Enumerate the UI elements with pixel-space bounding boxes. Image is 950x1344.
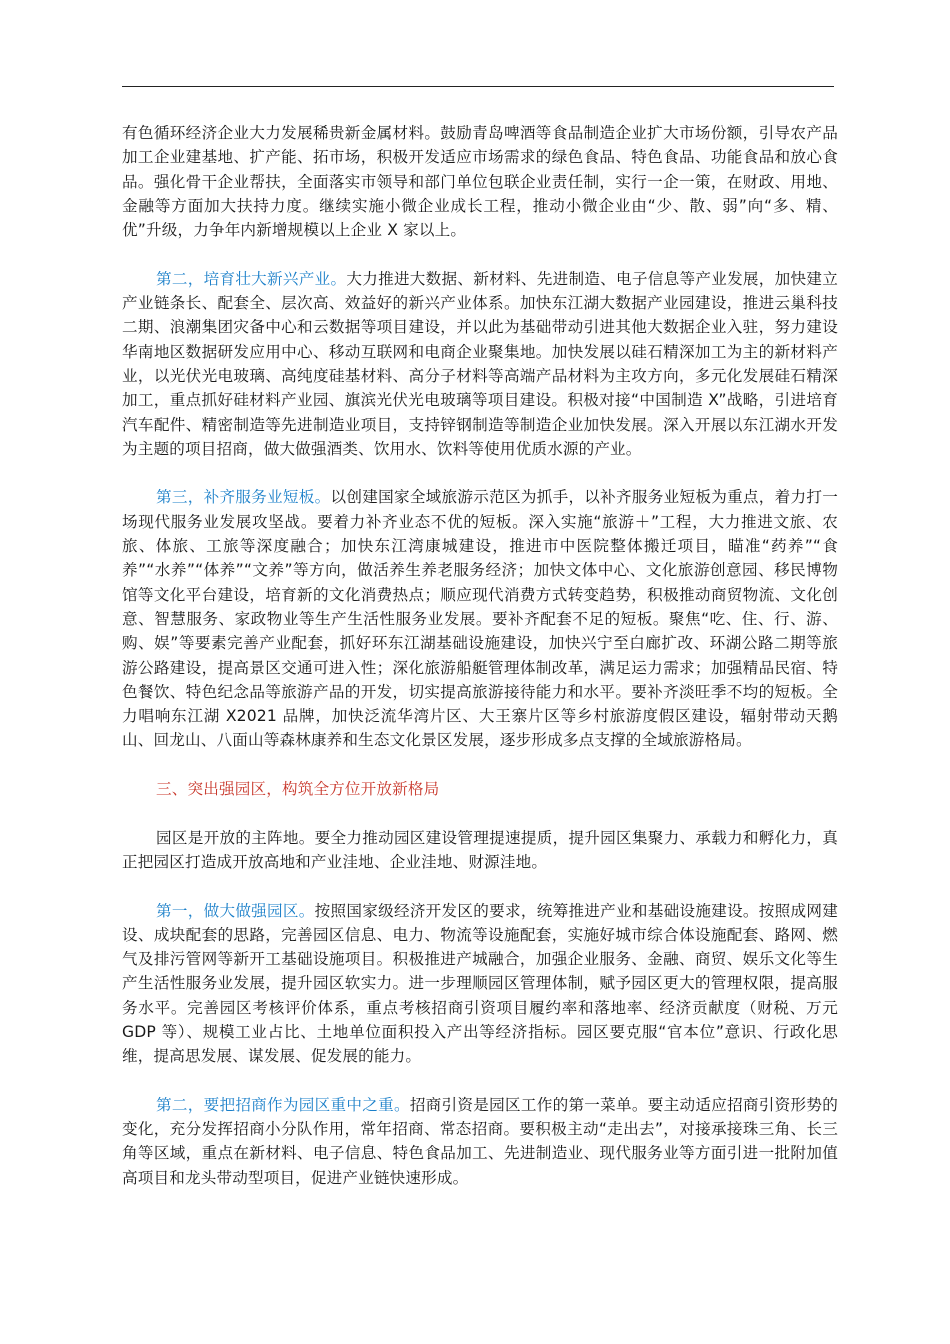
paragraph-6-lead: 第二，要把招商作为园区重中之重。 — [156, 1095, 410, 1114]
section-heading: 三、突出强园区，构筑全方位开放新格局 — [156, 780, 440, 799]
paragraph-5-body: 按照国家级经济开发区的要求，统筹推进产业和基础设施建设。按照成网建设、成块配套的思路，完善园区信息、电力、物流等设施配套，实施好城市综合体设施配套、路网、燃气及排污管网等新开工基础设施项目。积极推进产城融合，加强企业服务、金融、商贸、娱乐文化等生产生活性服务业发展，提升园区软实力。进一步理顺园区管理体制，赋予园区更大的管理权限，提高服务水平。完善园区考核评价体系，重点考核招商引资项目履约率和落地率、经济贡献度（财税、万元 GDP 等）、规模工业占比、土地单位面积投入产出等经济指标。园区要克服“官本位”意识、行政化思维，提高思发展、谋发展、促发展的能力。 — [122, 901, 838, 1066]
paragraph-3-body: 以创建国家全域旅游示范区为抓手，以补齐服务业短板为重点，着力打一场现代服务业发展攻坚战。要着力补齐业态不优的短板。深入实施“旅游＋”工程，大力推进文旅、农旅、体旅、工旅等深度融合；加快东江湾康城建设，推进市中医院整体搬迁项目，瞄准“药养”“食养”“水养”“体养”“文养”等方向，做活养生养老服务经济；加快文体中心、文化旅游创意园、移民博物馆等文化平台建设，培育新的文化消费热点；顺应现代消费方式转变趋势，积极推动商贸物流、文化创意、智慧服务、家政物业等生产生活性服务业发展。要补齐配套不足的短板。聚焦“吃、住、行、游、购、娱”等要素完善产业配套，抓好环东江湖基础设施建设，加快兴宁至白廊扩改、环湖公路二期等旅游公路建设，提高景区交通可进入性；深化旅游船艇管理体制改革，满足运力需求；加强精品民宿、特色餐饮、特色纪念品等旅游产品的开发，切实提高旅游接待能力和水平。要补齐淡旺季不均的短板。全力唱响东江湖 X2021 品牌，加快泛流华湾片区、大王寨片区等乡村旅游度假区建设，辐射带动天鹅山、回龙山、八面山等森林康养和生态文化景区发展，逐步形成多点支撑的全域旅游格局。 — [122, 488, 838, 750]
paragraph-3-lead: 第三，补齐服务业短板。 — [156, 488, 331, 507]
paragraph-4: 园区是开放的主阵地。要全力推动园区建设管理提速提质，提升园区集聚力、承载力和孵化力，真正把园区打造成开放高地和产业洼地、企业洼地、财源洼地。 — [122, 828, 838, 871]
paragraph-2-lead: 第二，培育壮大新兴产业。 — [156, 269, 347, 288]
document-body — [122, 121, 838, 1190]
paragraph-5-lead: 第一，做大做强园区。 — [156, 901, 315, 920]
paragraph-6-body: 招商引资是园区工作的第一菜单。要主动适应招商引资形势的变化，充分发挥招商小分队作用，常年招商、常态招商。要积极主动“走出去”，对接承接珠三角、长三角等区域，重点在新材料、电子信息、特色食品加工、先进制造业、现代服务业等方面引进一批附加值高项目和龙头带动型项目，促进产业链快速形成。 — [122, 1095, 838, 1187]
paragraph-6 — [122, 1093, 838, 1190]
paragraph-5 — [122, 899, 838, 1069]
header-rule — [122, 86, 834, 87]
paragraph-1: 有色循环经济企业大力发展稀贵新金属材料。鼓励青岛啤酒等食品制造企业扩大市场份额，引导农产品加工企业建基地、扩产能、拓市场，积极开发适应市场需求的绿色食品、特色食品、功能食品和放心食品。强化骨干企业帮扶，全面落实市领导和部门单位包联企业责任制，实行一企一策，在财政、用地、金融等方面加大扶持力度。继续实施小微企业成长工程，推动小微企业由“少、散、弱”向“多、精、优”升级，力争年内新增规模以上企业 X 家以上。 — [122, 124, 838, 240]
paragraph-2 — [122, 267, 838, 461]
paragraph-3 — [122, 485, 838, 752]
paragraph-2-body: 大力推进大数据、新材料、先进制造、电子信息等产业发展，加快建立产业链条长、配套全、层次高、效益好的新兴产业体系。加快东江湖大数据产业园建设，推进云巢科技二期、浪潮集团灾备中心和云数据等项目建设，并以此为基础带动引进其他大数据企业入驻，努力建设华南地区数据研发应用中心、移动互联网和电商企业聚集地。加快发展以硅石精深加工为主的新材料产业，以光伏光电玻璃、高纯度硅基材料、高分子材料等高端产品材料为主攻方向，多元化发展硅石精深加工，重点抓好硅材料产业园、旗滨光伏光电玻璃等项目建设。积极对接“中国制造 X”战略，引进培育汽车配件、精密制造等先进制造业项目，支持锌钢制造等制造企业加快发展。深入开展以东江湖水开发为主题的项目招商，做大做强酒类、饮用水、饮料等使用优质水源的产业。 — [122, 269, 838, 458]
